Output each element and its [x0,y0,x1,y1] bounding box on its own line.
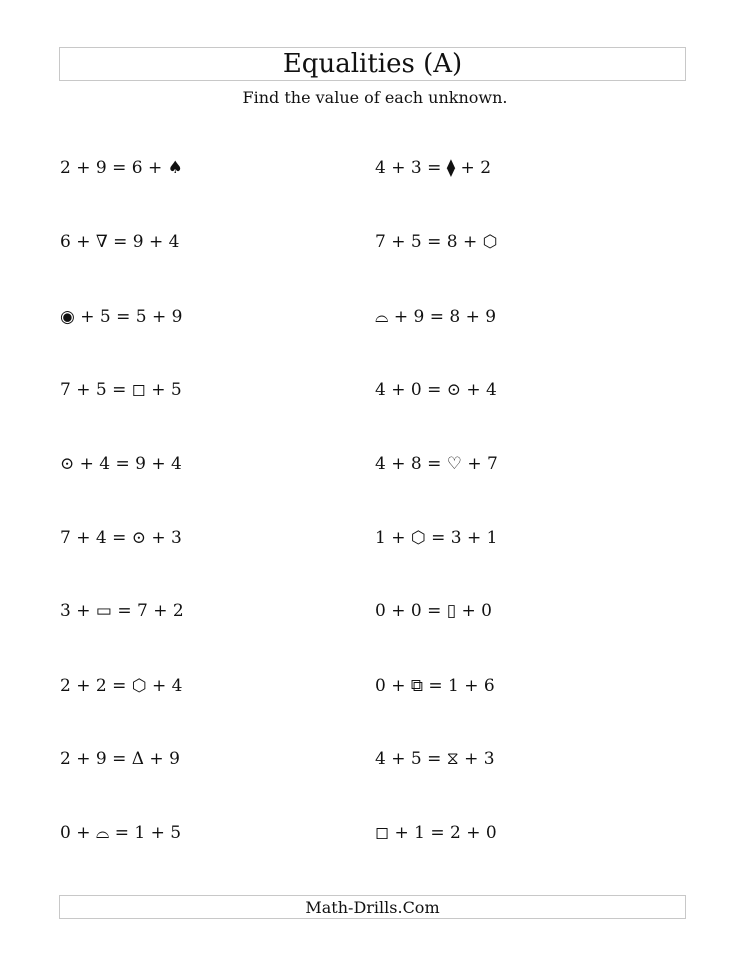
problem-20: ◻ + 1 = 2 + 0 [375,823,497,843]
problem-2: 4 + 3 = ⧫ + 2 [375,158,492,178]
footer-box [59,895,686,919]
instructions: Find the value of each unknown. [242,88,508,107]
problem-18: 4 + 5 = ⧖ + 3 [375,749,495,769]
problem-16: 0 + ⧉ = 1 + 6 [375,676,495,696]
problem-13: 3 + ▭ = 7 + 2 [60,601,184,621]
problem-10: 4 + 8 = ♡ + 7 [375,454,498,474]
problem-9: ⊙ + 4 = 9 + 4 [60,454,182,474]
problem-6: ⌓ + 9 = 8 + 9 [375,307,497,327]
problem-12: 1 + ⬡ = 3 + 1 [375,528,498,548]
problem-15: 2 + 2 = ⬡ + 4 [60,676,183,696]
problem-1: 2 + 9 = 6 + ♠ [60,158,183,178]
title-box [59,47,686,81]
problem-14: 0 + 0 = ▯ + 0 [375,601,492,621]
problem-5: ◉ + 5 = 5 + 9 [60,307,183,327]
page-title: Equalities (A) [282,49,463,79]
problem-4: 7 + 5 = 8 + ⬡ [375,232,498,252]
footer-site-name: Math-Drills.Com [305,897,440,917]
problem-19: 0 + ⌓ = 1 + 5 [60,823,182,843]
problem-17: 2 + 9 = Δ + 9 [60,749,180,769]
problem-8: 4 + 0 = ⊙ + 4 [375,380,497,400]
problem-11: 7 + 4 = ⊙ + 3 [60,528,182,548]
problem-3: 6 + ∇ = 9 + 4 [60,232,180,252]
problem-7: 7 + 5 = ◻ + 5 [60,380,182,400]
